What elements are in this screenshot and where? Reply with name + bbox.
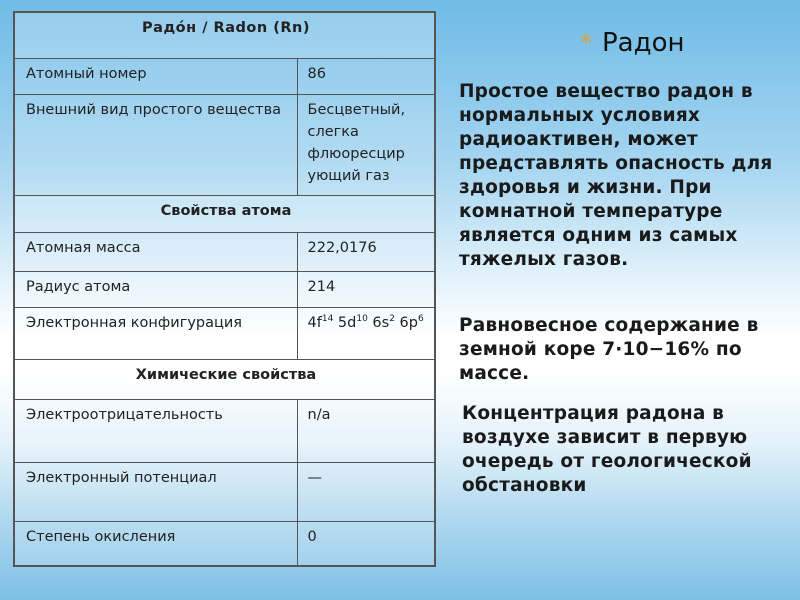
row-value: 214: [297, 271, 435, 307]
row-value: 86: [297, 58, 435, 94]
row-value: Бесцветный, слегка флюоресцир ующий газ: [297, 94, 435, 195]
section-title-atom: Свойства атома: [14, 195, 435, 232]
row-value: 222,0176: [297, 232, 435, 271]
section-title-chem: Химические свойства: [14, 359, 435, 399]
row-label: Электроотрицательность: [14, 399, 297, 462]
table-title: Радóн / Radon (Rn): [14, 12, 435, 58]
row-value: n/a: [297, 399, 435, 462]
table-row: [14, 307, 435, 359]
section-header-row: [14, 359, 435, 399]
row-label: Атомный номер: [14, 58, 297, 94]
section-header-row: [14, 195, 435, 232]
row-value: —: [297, 462, 435, 521]
table-row: [14, 399, 435, 462]
row-label: Радиус атома: [14, 271, 297, 307]
row-label: Электронная конфигурация: [14, 307, 297, 359]
row-value: 0: [297, 521, 435, 566]
table-row: [14, 271, 435, 307]
bullet-star: *: [580, 29, 592, 57]
table-row: [14, 521, 435, 566]
table-header-row: [14, 12, 435, 58]
row-label: Степень окисления: [14, 521, 297, 566]
slide-title-text: Радон: [602, 28, 685, 58]
radon-properties-table: [13, 11, 436, 567]
table-row: [14, 232, 435, 271]
radon-description: Простое вещество радон в нормальных условиях радиоактивен, может представлять опасность для здоровья и жизни. При комнатной температуре является одним из самых тяжелых газов.: [459, 81, 773, 270]
air-concentration-text: Концентрация радона в воздухе зависит в первую очередь от геологической обстановки: [462, 403, 752, 496]
crust-content-text: Равновесное содержание в земной коре 7·10−16% по массе.: [459, 315, 759, 384]
table-row: [14, 462, 435, 521]
electron-config-value: $4f^{14}$ $5d^{10}$ $6s^2$ $6p^6$: [297, 307, 435, 359]
row-label: Электронный потенциал: [14, 462, 297, 521]
table-row: [14, 58, 435, 94]
row-label: Атомная масса: [14, 232, 297, 271]
table-row: [14, 94, 435, 195]
slide-title: [580, 28, 790, 58]
row-label: Внешний вид простого вещества: [14, 94, 297, 195]
